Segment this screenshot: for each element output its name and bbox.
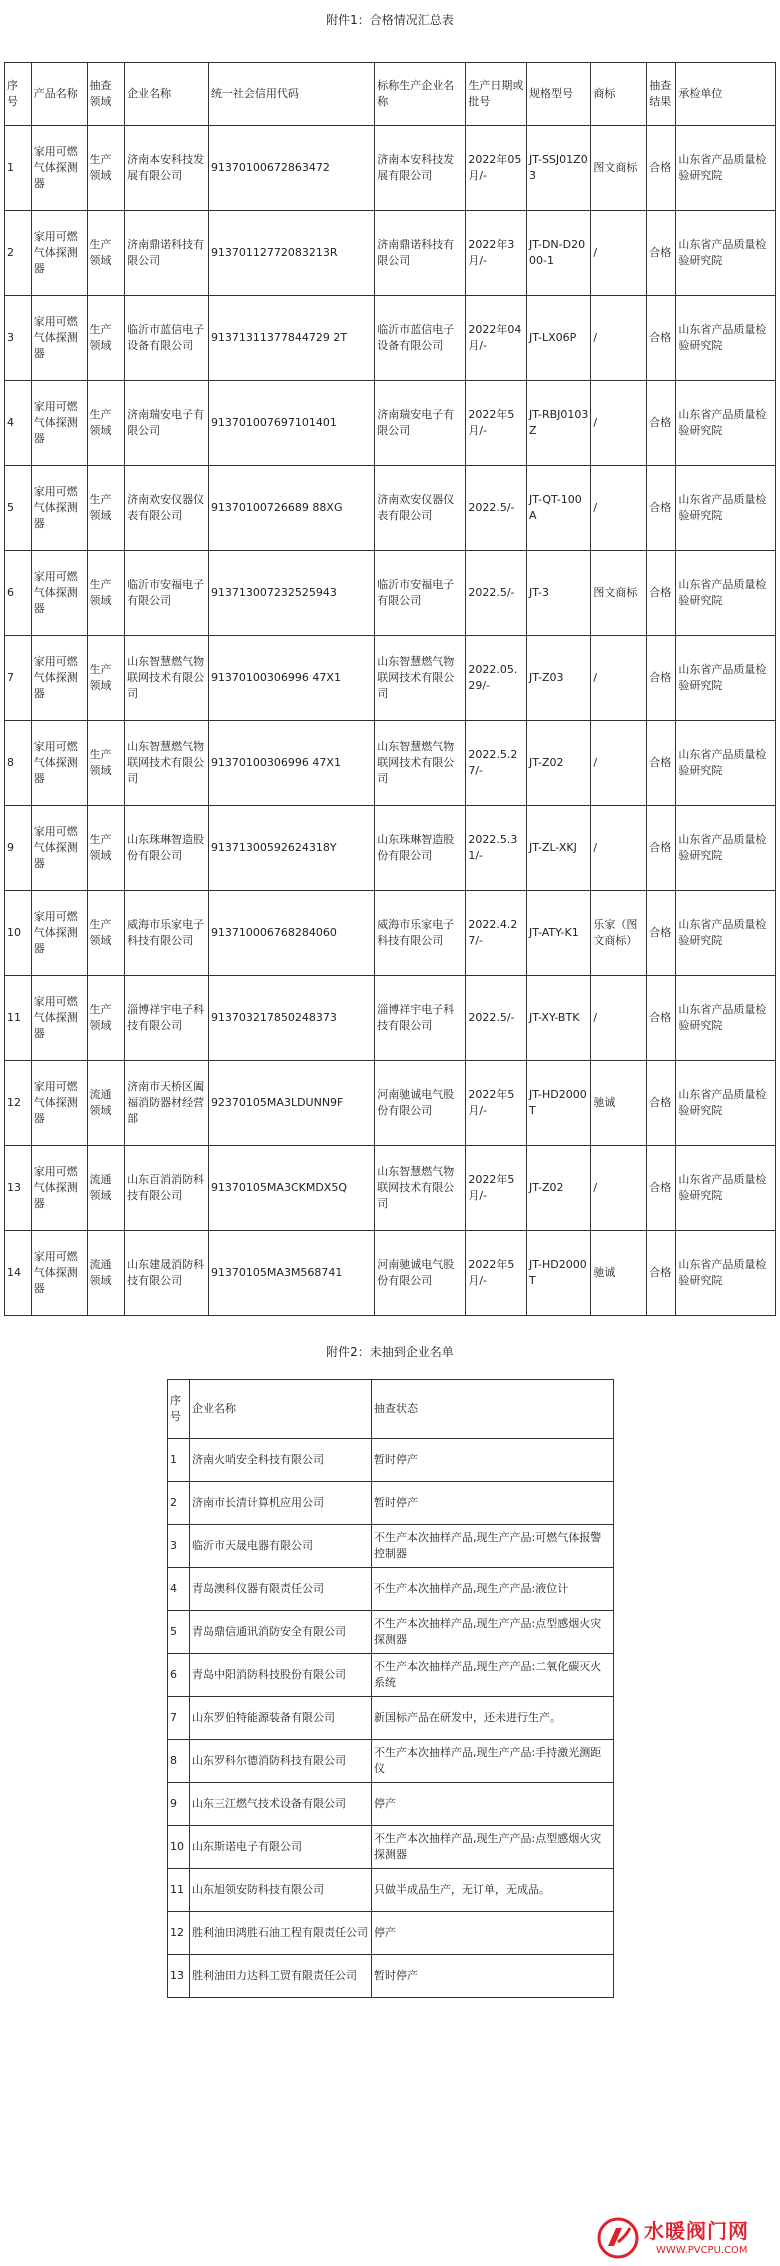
table-cell: 河南驰诚电气股份有限公司 (375, 1231, 466, 1316)
table-cell: 合格 (647, 126, 676, 211)
table-row (5, 891, 776, 976)
table-cell: 威海市乐家电子科技有限公司 (125, 891, 209, 976)
table-cell: 淄博祥宇电子科技有限公司 (125, 976, 209, 1061)
table-cell: 济南欢安仪器仪表有限公司 (375, 466, 466, 551)
table-cell: 临沂市蓝信电子设备有限公司 (125, 296, 209, 381)
table-cell: 家用可燃气体探测器 (31, 976, 87, 1061)
table-cell: 山东罗科尔德消防科技有限公司 (190, 1740, 372, 1783)
watermark (596, 2216, 776, 2260)
table-cell: 2022.5.31/- (466, 806, 527, 891)
table-cell: 7 (5, 636, 32, 721)
table-cell: 8 (5, 721, 32, 806)
table-cell: 10 (5, 891, 32, 976)
table-cell: 生产领域 (87, 466, 125, 551)
table-cell: 家用可燃气体探测器 (31, 806, 87, 891)
table-row (5, 126, 776, 211)
table-cell: 不生产本次抽样产品,现生产产品:手持激光测距仪 (372, 1740, 614, 1783)
table-cell: 山东省产品质量检验研究院 (676, 1146, 776, 1231)
table-cell: 青岛中阳消防科技股份有限公司 (190, 1654, 372, 1697)
table-cell: 山东智慧燃气物联网技术有限公司 (125, 636, 209, 721)
table-cell: 91370112772083213R (208, 211, 374, 296)
table-cell: 生产领域 (87, 551, 125, 636)
table-cell: 山东省产品质量检验研究院 (676, 891, 776, 976)
column-header: 抽查状态 (372, 1380, 614, 1439)
column-header: 承检单位 (676, 63, 776, 126)
table-cell: 济南鼎诺科技有限公司 (125, 211, 209, 296)
table-cell: 山东省产品质量检验研究院 (676, 806, 776, 891)
table-cell: 不生产本次抽样产品,现生产产品:液位计 (372, 1568, 614, 1611)
table-cell: 合格 (647, 211, 676, 296)
table-cell: 合格 (647, 1231, 676, 1316)
table-cell: JT-SSJ01Z03 (527, 126, 591, 211)
table-cell: / (591, 636, 647, 721)
table-row (5, 636, 776, 721)
table-cell: 6 (168, 1654, 190, 1697)
table-cell: 家用可燃气体探测器 (31, 381, 87, 466)
table-cell: 胜利油田力达科工贸有限责任公司 (190, 1955, 372, 1998)
table-cell: 新国标产品在研发中，还未进行生产。 (372, 1697, 614, 1740)
table-cell: 11 (168, 1869, 190, 1912)
table-cell: 青岛澳科仪器有限责任公司 (190, 1568, 372, 1611)
table-cell: 山东省产品质量检验研究院 (676, 296, 776, 381)
table-cell: 91371300592624318Y (208, 806, 374, 891)
table-cell: 济南鼎诺科技有限公司 (375, 211, 466, 296)
table-cell: 4 (168, 1568, 190, 1611)
table-cell: 生产领域 (87, 211, 125, 296)
table-row (168, 1482, 614, 1525)
table-cell: 生产领域 (87, 976, 125, 1061)
table-cell: 流通领域 (87, 1231, 125, 1316)
table-cell: 2022年5月/- (466, 1146, 527, 1231)
table-cell: 91370100306996 47X1 (208, 721, 374, 806)
table-row (5, 721, 776, 806)
table-cell: 2 (168, 1482, 190, 1525)
table-cell: JT-Z03 (527, 636, 591, 721)
table-cell: 合格 (647, 636, 676, 721)
table-row (5, 211, 776, 296)
column-header: 统一社会信用代码 (208, 63, 374, 126)
column-header: 序号 (5, 63, 32, 126)
table-cell: 济南本安科技发展有限公司 (125, 126, 209, 211)
table-cell: 家用可燃气体探测器 (31, 551, 87, 636)
table-cell: 5 (168, 1611, 190, 1654)
table-cell: 5 (5, 466, 32, 551)
table-cell: 山东省产品质量检验研究院 (676, 1061, 776, 1146)
table-cell: 生产领域 (87, 126, 125, 211)
table-cell: 家用可燃气体探测器 (31, 126, 87, 211)
table-cell: 2022年5月/- (466, 381, 527, 466)
table-cell: 山东百消消防科技有限公司 (125, 1146, 209, 1231)
watermark-url: WWW.PVCPU.COM (656, 2245, 748, 2256)
table-cell: 乐家（图文商标） (591, 891, 647, 976)
table-row (5, 806, 776, 891)
table-cell: 合格 (647, 721, 676, 806)
table-cell: 山东智慧燃气物联网技术有限公司 (375, 1146, 466, 1231)
table-cell: 生产领域 (87, 636, 125, 721)
table-cell: 6 (5, 551, 32, 636)
table-cell: 生产领域 (87, 721, 125, 806)
table-cell: 91370105MA3CKMDX5Q (208, 1146, 374, 1231)
table-cell: 12 (5, 1061, 32, 1146)
table-row (5, 1231, 776, 1316)
table-row (168, 1955, 614, 1998)
table-cell: 14 (5, 1231, 32, 1316)
table-cell: 合格 (647, 891, 676, 976)
table-row (168, 1869, 614, 1912)
table-cell: 临沂市蓝信电子设备有限公司 (375, 296, 466, 381)
table-cell: 济南市长清计算机应用公司 (190, 1482, 372, 1525)
table-row (168, 1697, 614, 1740)
table-row (168, 1525, 614, 1568)
table-cell: 3 (5, 296, 32, 381)
table-cell: 合格 (647, 466, 676, 551)
annex1-table (4, 62, 776, 1316)
table-cell: 淄博祥宇电子科技有限公司 (375, 976, 466, 1061)
table-cell: 合格 (647, 1146, 676, 1231)
table-cell: 山东智慧燃气物联网技术有限公司 (375, 721, 466, 806)
table-cell: 913703217850248373 (208, 976, 374, 1061)
table-cell: 合格 (647, 1061, 676, 1146)
table-cell: 合格 (647, 806, 676, 891)
table-row (168, 1912, 614, 1955)
table-cell: 济南瑞安电子有限公司 (375, 381, 466, 466)
column-header: 规格型号 (527, 63, 591, 126)
table-cell: JT-Z02 (527, 1146, 591, 1231)
annex2-header-row (168, 1380, 614, 1439)
table-cell: JT-HD2000T (527, 1231, 591, 1316)
column-header: 企业名称 (125, 63, 209, 126)
table-cell: 91370105MA3M568741 (208, 1231, 374, 1316)
table-cell: 山东建晟消防科技有限公司 (125, 1231, 209, 1316)
table-cell: / (591, 211, 647, 296)
table-cell: 只做半成品生产，无订单，无成品。 (372, 1869, 614, 1912)
table-cell: / (591, 466, 647, 551)
table-cell: 9 (5, 806, 32, 891)
table-cell: 10 (168, 1826, 190, 1869)
table-cell: 8 (168, 1740, 190, 1783)
table-cell: 家用可燃气体探测器 (31, 636, 87, 721)
annex2-table (167, 1379, 614, 1998)
table-cell: 山东省产品质量检验研究院 (676, 126, 776, 211)
watermark-name: 水暖阀门网 (644, 2219, 749, 2243)
table-cell: 驰诚 (591, 1061, 647, 1146)
table-cell: 临沂市天晟电器有限公司 (190, 1525, 372, 1568)
table-cell: 2022.5.27/- (466, 721, 527, 806)
table-cell: 山东旭领安防科技有限公司 (190, 1869, 372, 1912)
table-cell: 12 (168, 1912, 190, 1955)
table-cell: 不生产本次抽样产品,现生产产品:点型感烟火灾探测器 (372, 1826, 614, 1869)
table-cell: 2022.4.27/- (466, 891, 527, 976)
table-cell: 济南市天桥区阖福消防器材经营部 (125, 1061, 209, 1146)
table-cell: 11 (5, 976, 32, 1061)
table-cell: 2022年04月/- (466, 296, 527, 381)
table-row (5, 976, 776, 1061)
table-cell: 2022年5月/- (466, 1231, 527, 1316)
table-cell: 913701007697101401 (208, 381, 374, 466)
table-cell: 91371311377844729 2T (208, 296, 374, 381)
table-cell: 2022年05月/- (466, 126, 527, 211)
table-cell: 临沂市安福电子有限公司 (375, 551, 466, 636)
table-row (5, 1061, 776, 1146)
table-row (5, 1146, 776, 1231)
table-cell: 河南驰诚电气股份有限公司 (375, 1061, 466, 1146)
table-cell: JT-LX06P (527, 296, 591, 381)
table-cell: 13 (168, 1955, 190, 1998)
table-cell: 1 (5, 126, 32, 211)
column-header: 产品名称 (31, 63, 87, 126)
table-cell: 山东珠琳智造股份有限公司 (125, 806, 209, 891)
table-cell: JT-ATY-K1 (527, 891, 591, 976)
column-header: 标称生产企业名称 (375, 63, 466, 126)
table-row (168, 1611, 614, 1654)
table-cell: 山东罗伯特能源装备有限公司 (190, 1697, 372, 1740)
table-cell: 临沂市安福电子有限公司 (125, 551, 209, 636)
table-row (168, 1439, 614, 1482)
table-cell: 91370100306996 47X1 (208, 636, 374, 721)
table-cell: 济南本安科技发展有限公司 (375, 126, 466, 211)
table-cell: JT-RBJ0103Z (527, 381, 591, 466)
table-cell: 家用可燃气体探测器 (31, 1231, 87, 1316)
table-cell: 山东省产品质量检验研究院 (676, 636, 776, 721)
table-cell: 山东智慧燃气物联网技术有限公司 (375, 636, 466, 721)
table-cell: 3 (168, 1525, 190, 1568)
table-cell: 913710006768284060 (208, 891, 374, 976)
table-cell: 13 (5, 1146, 32, 1231)
column-header: 抽查结果 (647, 63, 676, 126)
table-cell: 92370105MA3LDUNN9F (208, 1061, 374, 1146)
table-cell: / (591, 296, 647, 381)
table-cell: 9 (168, 1783, 190, 1826)
annex1-title: 附件1：合格情况汇总表 (326, 13, 454, 27)
table-cell: 4 (5, 381, 32, 466)
table-cell: 家用可燃气体探测器 (31, 1061, 87, 1146)
table-cell: 济南欢安仪器仪表有限公司 (125, 466, 209, 551)
table-cell: 2022.05.29/- (466, 636, 527, 721)
table-cell: JT-3 (527, 551, 591, 636)
table-cell: 家用可燃气体探测器 (31, 296, 87, 381)
table-cell: 山东斯诺电子有限公司 (190, 1826, 372, 1869)
column-header: 抽查领域 (87, 63, 125, 126)
table-cell: 家用可燃气体探测器 (31, 891, 87, 976)
table-cell: 1 (168, 1439, 190, 1482)
table-cell: 山东省产品质量检验研究院 (676, 466, 776, 551)
table-cell: 山东省产品质量检验研究院 (676, 551, 776, 636)
table-row (5, 296, 776, 381)
table-cell: 2022.5/- (466, 466, 527, 551)
table-cell: / (591, 381, 647, 466)
table-cell: 山东智慧燃气物联网技术有限公司 (125, 721, 209, 806)
table-cell: 不生产本次抽样产品,现生产产品:点型感烟火灾探测器 (372, 1611, 614, 1654)
table-cell: 生产领域 (87, 891, 125, 976)
table-cell: 家用可燃气体探测器 (31, 211, 87, 296)
table-cell: 合格 (647, 296, 676, 381)
table-cell: 家用可燃气体探测器 (31, 1146, 87, 1231)
table-row (168, 1654, 614, 1697)
table-row (168, 1783, 614, 1826)
table-cell: 合格 (647, 551, 676, 636)
column-header: 序号 (168, 1380, 190, 1439)
table-cell: JT-DN-D2000-1 (527, 211, 591, 296)
table-cell: 青岛鼎信通讯消防安全有限公司 (190, 1611, 372, 1654)
table-cell: 合格 (647, 381, 676, 466)
table-cell: 2022.5/- (466, 551, 527, 636)
table-cell: 家用可燃气体探测器 (31, 721, 87, 806)
table-cell: 济南瑞安电子有限公司 (125, 381, 209, 466)
column-header: 生产日期或批号 (466, 63, 527, 126)
table-cell: JT-ZL-XKJ (527, 806, 591, 891)
table-cell: 威海市乐家电子科技有限公司 (375, 891, 466, 976)
table-cell: 2 (5, 211, 32, 296)
table-cell: / (591, 1146, 647, 1231)
annex2-title: 附件2：未抽到企业名单 (326, 1345, 454, 1359)
table-cell: 913713007232525943 (208, 551, 374, 636)
table-row (5, 466, 776, 551)
table-cell: 停产 (372, 1912, 614, 1955)
table-cell: / (591, 721, 647, 806)
table-cell: / (591, 976, 647, 1061)
table-cell: 山东省产品质量检验研究院 (676, 976, 776, 1061)
table-cell: 不生产本次抽样产品,现生产产品:可燃气体报警控制器 (372, 1525, 614, 1568)
table-cell: 图文商标 (591, 551, 647, 636)
table-cell: 2022.5/- (466, 976, 527, 1061)
table-cell: 生产领域 (87, 296, 125, 381)
table-cell: 驰诚 (591, 1231, 647, 1316)
table-cell: 不生产本次抽样产品,现生产产品:二氧化碳灭火系统 (372, 1654, 614, 1697)
table-cell: 山东省产品质量检验研究院 (676, 211, 776, 296)
watermark-logo-icon (596, 2216, 640, 2260)
table-cell: 合格 (647, 976, 676, 1061)
table-cell: 91370100672863472 (208, 126, 374, 211)
table-cell: 山东珠琳智造股份有限公司 (375, 806, 466, 891)
table-cell: 2022年3月/- (466, 211, 527, 296)
column-header: 商标 (591, 63, 647, 126)
table-cell: JT-Z02 (527, 721, 591, 806)
table-cell: 暂时停产 (372, 1482, 614, 1525)
table-cell: 山东三江燃气技术设备有限公司 (190, 1783, 372, 1826)
column-header: 企业名称 (190, 1380, 372, 1439)
table-cell: 生产领域 (87, 381, 125, 466)
table-cell: 山东省产品质量检验研究院 (676, 1231, 776, 1316)
table-cell: 胜利油田鸿胜石油工程有限责任公司 (190, 1912, 372, 1955)
table-cell: 2022年5月/- (466, 1061, 527, 1146)
table-cell: 山东省产品质量检验研究院 (676, 721, 776, 806)
table-cell: 济南火哨安全科技有限公司 (190, 1439, 372, 1482)
table-row (5, 381, 776, 466)
table-cell: 暂时停产 (372, 1955, 614, 1998)
table-cell: JT-QT-100A (527, 466, 591, 551)
table-cell: 91370100726689 88XG (208, 466, 374, 551)
table-cell: 停产 (372, 1783, 614, 1826)
table-row (168, 1826, 614, 1869)
table-cell: 家用可燃气体探测器 (31, 466, 87, 551)
table-row (168, 1740, 614, 1783)
table-cell: / (591, 806, 647, 891)
table-cell: 山东省产品质量检验研究院 (676, 381, 776, 466)
table-cell: 暂时停产 (372, 1439, 614, 1482)
table-cell: 生产领域 (87, 806, 125, 891)
table-row (168, 1568, 614, 1611)
table-cell: JT-HD2000T (527, 1061, 591, 1146)
table-cell: 图文商标 (591, 126, 647, 211)
table-cell: JT-XY-BTK (527, 976, 591, 1061)
table-cell: 7 (168, 1697, 190, 1740)
annex1-header-row (5, 63, 776, 126)
table-cell: 流通领域 (87, 1061, 125, 1146)
table-row (5, 551, 776, 636)
table-cell: 流通领域 (87, 1146, 125, 1231)
